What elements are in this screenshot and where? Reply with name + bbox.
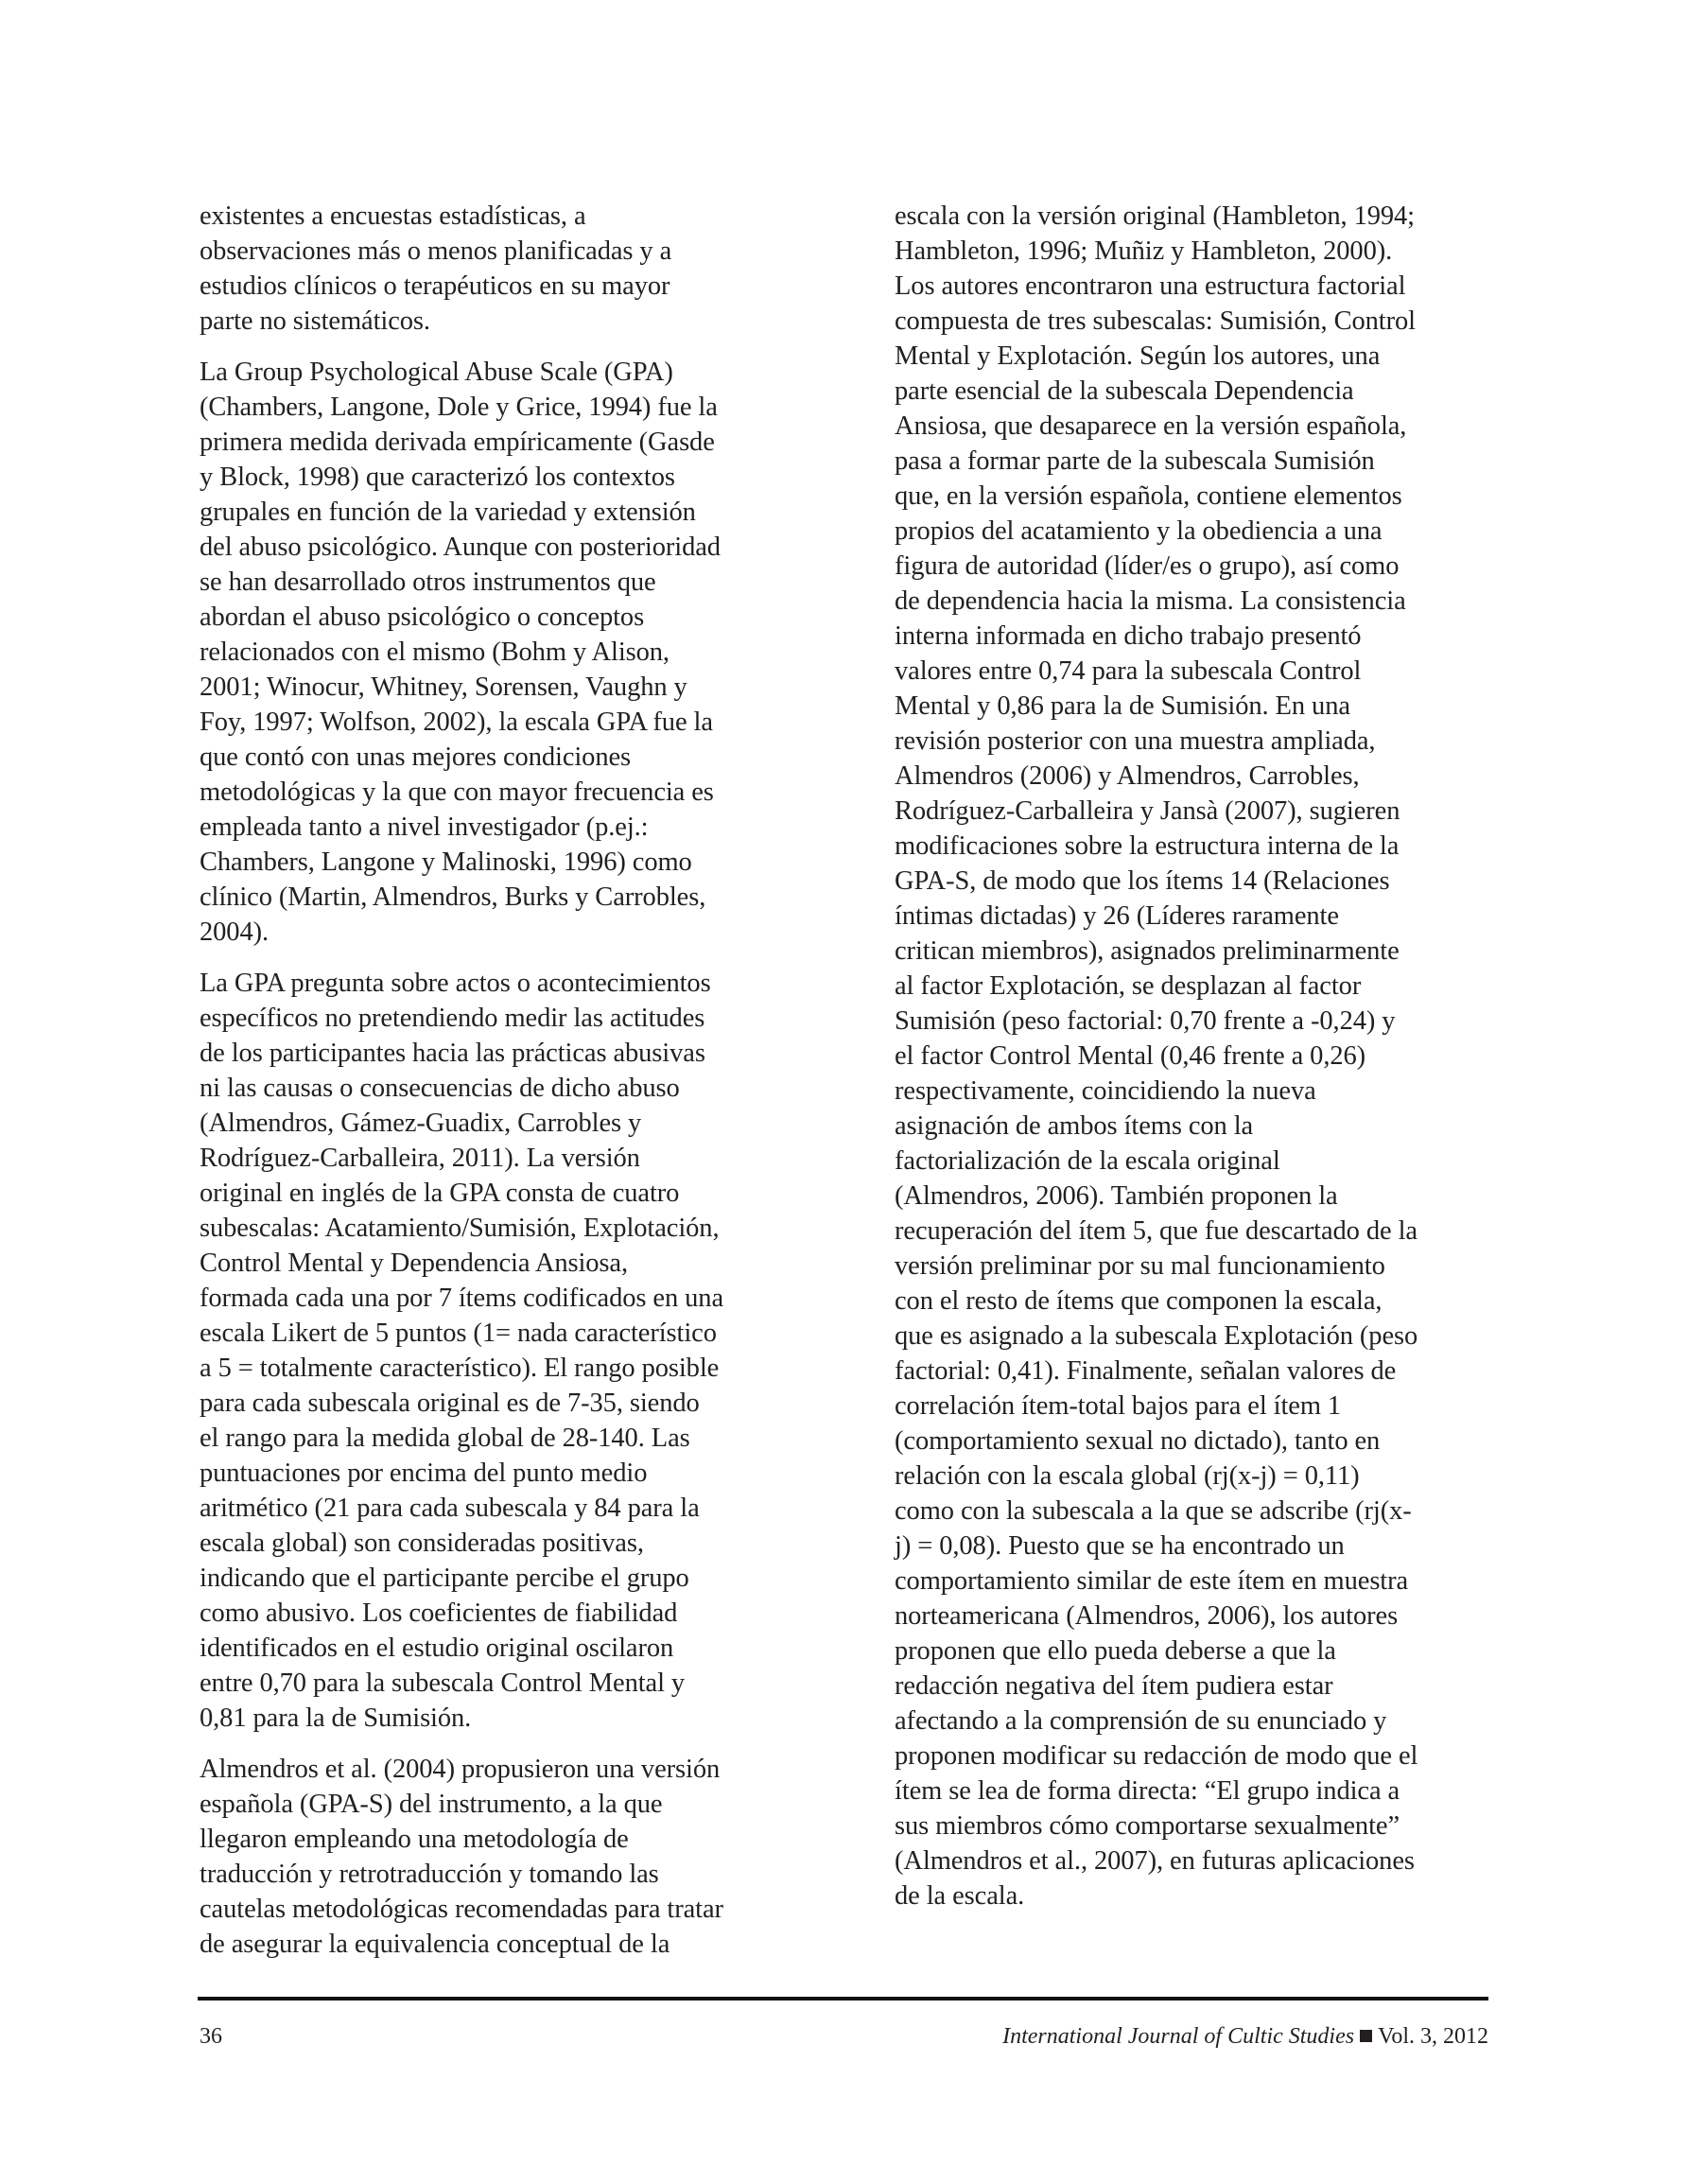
text-line: (Almendros et al., 2007), en futuras aplicaciones	[895, 1846, 1415, 1876]
page-number: 36	[200, 2024, 222, 2049]
text-line: clínico (Martin, Almendros, Burks y Carrobles,	[200, 882, 706, 912]
text-line: observaciones más o menos planificadas y a	[200, 236, 672, 266]
text-line: subescalas: Acatamiento/Sumisión, Explotación,	[200, 1214, 720, 1243]
text-line: de los participantes hacia las prácticas abusivas	[200, 1039, 705, 1068]
text-line: (Almendros, Gámez-Guadix, Carrobles y	[200, 1109, 642, 1138]
text-line: interna informada en dicho trabajo presentó	[895, 621, 1362, 651]
text-line: critican miembros), asignados preliminarmente	[895, 936, 1400, 966]
text-line: el factor Control Mental (0,46 frente a 0,26)	[895, 1041, 1366, 1071]
right-column	[895, 199, 1500, 1930]
text-line: La GPA pregunta sobre actos o acontecimientos	[200, 969, 711, 998]
text-line: de asegurar la equivalencia conceptual de la	[200, 1930, 670, 1959]
text-line: de la escala.	[895, 1881, 1025, 1911]
text-line: empleada tanto a nivel investigador (p.ej.:	[200, 812, 649, 842]
text-line: factorialización de la escala original	[895, 1146, 1280, 1176]
text-line: La Group Psychological Abuse Scale (GPA)	[200, 358, 673, 387]
footer-rule	[198, 1997, 1488, 2001]
paragraph	[200, 966, 805, 1736]
text-line: (Almendros, 2006). También proponen la	[895, 1181, 1338, 1211]
text-line: relacionados con el mismo (Bohm y Alison,	[200, 638, 670, 667]
text-line: Sumisión (peso factorial: 0,70 frente a -0,24) y	[895, 1006, 1396, 1036]
text-line: abordan el abuso psicológico o conceptos	[200, 603, 645, 632]
text-line: (Chambers, Langone, Dole y Grice, 1994) fue la	[200, 393, 718, 422]
text-line: con el resto de ítems que componen la escala,	[895, 1286, 1383, 1316]
text-line: Los autores encontraron una estructura factorial	[895, 271, 1406, 301]
text-line: identificados en el estudio original oscilaron	[200, 1634, 674, 1663]
text-line: cautelas metodológicas recomendadas para tratar	[200, 1895, 723, 1924]
text-line: española (GPA-S) del instrumento, a la que	[200, 1790, 663, 1819]
text-line: traducción y retrotraducción y tomando las	[200, 1860, 659, 1889]
text-line: Ansiosa, que desaparece en la versión española,	[895, 411, 1407, 441]
text-line: j) = 0,08). Puesto que se ha encontrado un	[895, 1531, 1345, 1561]
text-line: norteamericana (Almendros, 2006), los autores	[895, 1601, 1399, 1631]
text-line: 2004).	[200, 917, 270, 947]
text-line: entre 0,70 para la subescala Control Mental y	[200, 1669, 686, 1698]
text-line: metodológicas y la que con mayor frecuencia es	[200, 778, 714, 807]
text-line: aritmético (21 para cada subescala y 84 para la	[200, 1494, 700, 1523]
text-line: formada cada una por 7 ítems codificados en una	[200, 1284, 724, 1313]
text-line: que, en la versión española, contiene elementos	[895, 481, 1402, 511]
text-line: escala Likert de 5 puntos (1= nada característico	[200, 1319, 717, 1348]
text-line: ítem se lea de forma directa: “El grupo indica a	[895, 1776, 1400, 1806]
text-line: comportamiento similar de este ítem en muestra	[895, 1566, 1409, 1596]
text-line: Foy, 1997; Wolfson, 2002), la escala GPA fue la	[200, 708, 713, 737]
text-line: 2001; Winocur, Whitney, Sorensen, Vaughn y	[200, 673, 687, 702]
text-line: recuperación del ítem 5, que fue descartado de la	[895, 1216, 1417, 1246]
left-column	[200, 199, 805, 1978]
text-line: al factor Explotación, se desplazan al factor	[895, 971, 1362, 1001]
text-line: íntimas dictadas) y 26 (Líderes raramente	[895, 901, 1339, 931]
text-line: escala con la versión original (Hambleton, 1994;	[895, 201, 1415, 231]
text-line: de dependencia hacia la misma. La consistencia	[895, 586, 1406, 616]
text-line: Mental y 0,86 para la de Sumisión. En una	[895, 691, 1350, 721]
text-line: grupales en función de la variedad y extensión	[200, 498, 696, 527]
journal-volume: Vol. 3, 2012	[1378, 2024, 1488, 2049]
text-line: Rodríguez-Carballeira y Jansà (2007), sugieren	[895, 796, 1400, 826]
text-line: (comportamiento sexual no dictado), tanto en	[895, 1426, 1381, 1456]
text-line: indicando que el participante percibe el grupo	[200, 1564, 689, 1593]
text-line: parte esencial de la subescala Dependencia	[895, 376, 1354, 406]
text-line: como con la subescala a la que se adscribe (rj(x-	[895, 1496, 1412, 1526]
journal-citation	[1002, 2021, 1488, 2052]
text-line: como abusivo. Los coeficientes de fiabilidad	[200, 1599, 678, 1628]
text-line: que es asignado a la subescala Explotación (peso	[895, 1321, 1418, 1351]
text-line: Rodríguez-Carballeira, 2011). La versión	[200, 1144, 640, 1173]
black-square-icon	[1360, 2030, 1372, 2042]
text-line: parte no sistemáticos.	[200, 306, 430, 336]
text-line: del abuso psicológico. Aunque con posterioridad	[200, 533, 721, 562]
text-line: para cada subescala original es de 7-35, siendo	[200, 1389, 700, 1418]
text-line: revisión posterior con una muestra ampliada,	[895, 726, 1376, 756]
text-line: redacción negativa del ítem pudiera estar	[895, 1671, 1333, 1701]
text-line: y Block, 1998) que caracterizó los contextos	[200, 463, 675, 492]
text-line: versión preliminar por su mal funcionamiento	[895, 1251, 1385, 1281]
text-line: el rango para la medida global de 28-140. Las	[200, 1424, 690, 1453]
text-line: respectivamente, coincidiendo la nueva	[895, 1076, 1316, 1106]
text-line: valores entre 0,74 para la subescala Control	[895, 656, 1362, 686]
journal-title: International Journal of Cultic Studies	[1002, 2024, 1355, 2049]
text-line: original en inglés de la GPA consta de cuatro	[200, 1179, 680, 1208]
text-line: primera medida derivada empíricamente (Gasde	[200, 428, 715, 457]
page-footer	[198, 2021, 1488, 2052]
text-line: propios del acatamiento y la obediencia a una	[895, 516, 1383, 546]
text-line: proponen que ello pueda deberse a que la	[895, 1636, 1336, 1666]
text-line: puntuaciones por encima del punto medio	[200, 1459, 648, 1488]
text-line: factorial: 0,41). Finalmente, señalan valores de	[895, 1356, 1397, 1386]
text-line: Mental y Explotación. Según los autores, una	[895, 341, 1381, 371]
text-line: Hambleton, 1996; Muñiz y Hambleton, 2000).	[895, 236, 1393, 266]
text-line: relación con la escala global (rj(x-j) = 0,11)	[895, 1461, 1360, 1491]
paragraph	[895, 199, 1500, 1913]
text-line: pasa a formar parte de la subescala Sumisión	[895, 446, 1375, 476]
text-line: modificaciones sobre la estructura interna de la	[895, 831, 1400, 861]
text-line: se han desarrollado otros instrumentos que	[200, 568, 656, 597]
text-line: asignación de ambos ítems con la	[895, 1111, 1254, 1141]
text-line: Chambers, Langone y Malinoski, 1996) como	[200, 847, 692, 877]
text-line: 0,81 para la de Sumisión.	[200, 1704, 472, 1733]
text-line: específicos no pretendiendo medir las actitudes	[200, 1004, 705, 1033]
paragraph	[200, 199, 805, 339]
text-line: figura de autoridad (líder/es o grupo), así como	[895, 551, 1400, 581]
paragraph	[200, 1752, 805, 1962]
paragraph	[200, 355, 805, 950]
text-line: Almendros (2006) y Almendros, Carrobles,	[895, 761, 1360, 791]
text-line: correlación ítem-total bajos para el ítem 1	[895, 1391, 1342, 1421]
text-line: a 5 = totalmente característico). El rango posible	[200, 1354, 720, 1383]
text-line: Control Mental y Dependencia Ansiosa,	[200, 1249, 628, 1278]
text-line: existentes a encuestas estadísticas, a	[200, 201, 586, 231]
text-line: afectando a la comprensión de su enunciado y	[895, 1706, 1387, 1736]
text-line: GPA-S, de modo que los ítems 14 (Relaciones	[895, 866, 1390, 896]
text-line: estudios clínicos o terapéuticos en su mayor	[200, 271, 670, 301]
text-line: sus miembros cómo comportarse sexualmente”	[895, 1811, 1400, 1841]
text-line: Almendros et al. (2004) propusieron una versión	[200, 1755, 721, 1784]
text-line: proponen modificar su redacción de modo que el	[895, 1741, 1418, 1771]
text-line: llegaron empleando una metodología de	[200, 1825, 629, 1854]
text-line: escala global) son consideradas positivas,	[200, 1529, 644, 1558]
text-line: que contó con unas mejores condiciones	[200, 743, 632, 772]
text-line: compuesta de tres subescalas: Sumisión, Control	[895, 306, 1416, 336]
text-line: ni las causas o consecuencias de dicho abuso	[200, 1074, 680, 1103]
